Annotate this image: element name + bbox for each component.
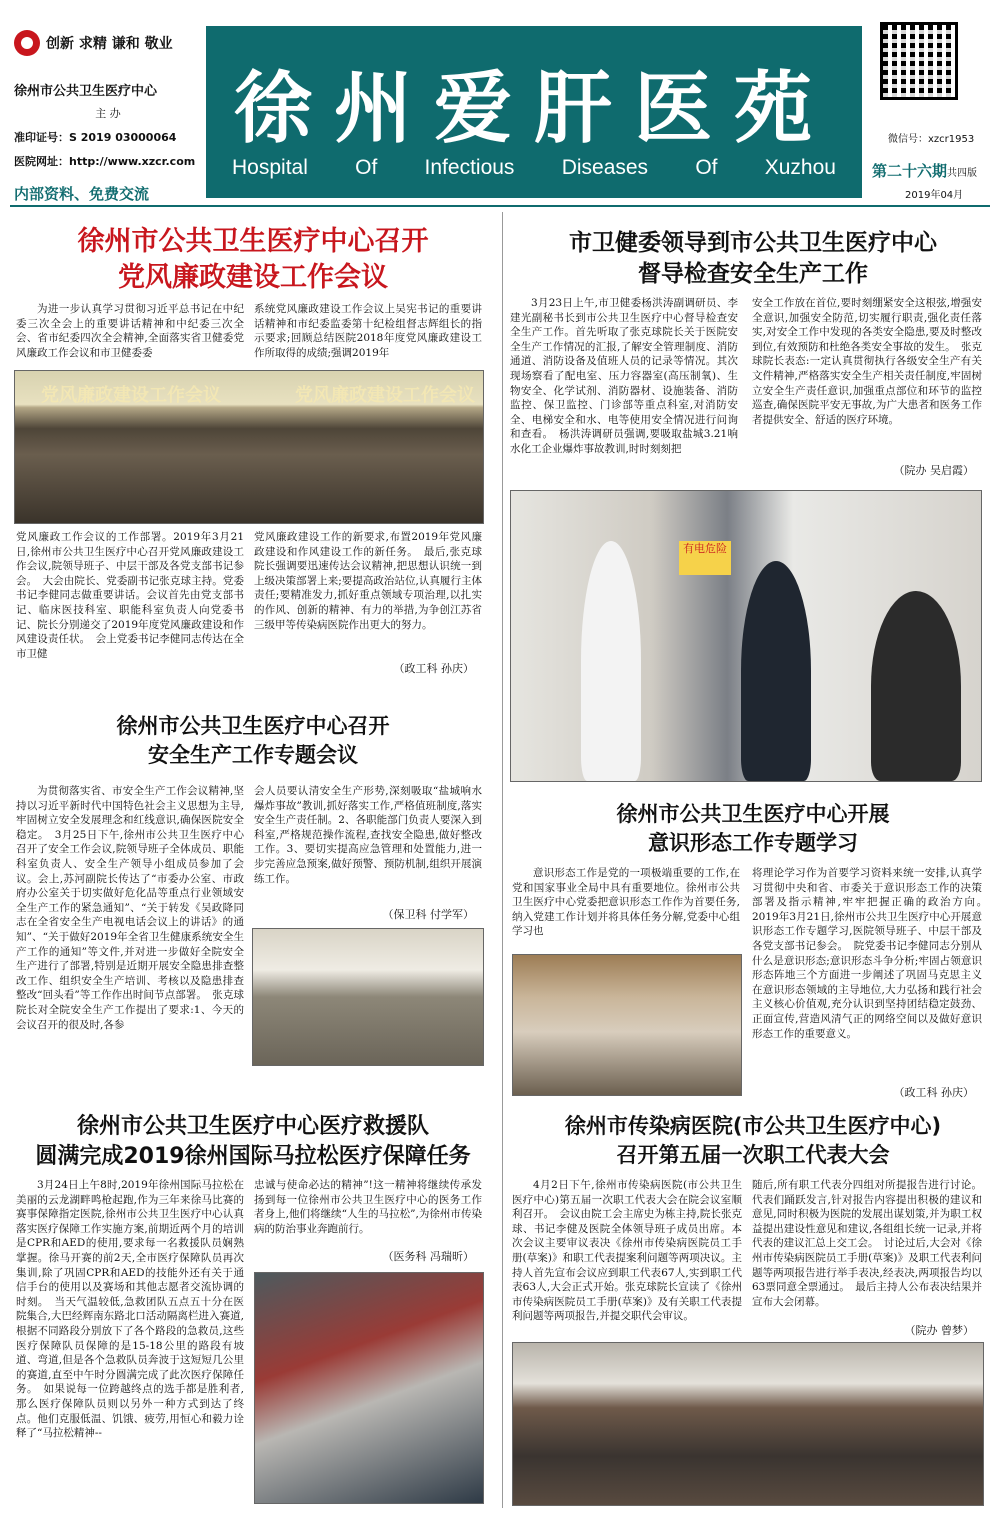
- article-4-text: 将理论学习作为首要学习资料来统一安排,认真学习贯彻中央和省、市委关于意识形态工作的决策部署及指示精神,牢牢把握正确的政治方向。 2019年3月21日,徐州市公共卫生医疗中心开展意识形态工作专题学习,医院领导班子、中层干部及各党支部书记参会。 院党委书记李健同志分别从什么是意识形态;意识形态斗争分析;牢固占领意识形态阵地三个方面进一步阐述了巩固马克思主义在意识形态领域的主导地位,大力弘扬和践行社会主义核心价值观,充分认识到坚持团结稳定鼓劲、正面宣传,营造风清气正的网络空间以及做好意识形态工作的重要意义。: [752, 867, 993, 1040]
- title-en-word: Xuzhou: [764, 156, 836, 179]
- marathon-aid-photo: [254, 1272, 484, 1504]
- photo-banner-text: 党风廉政建设工作会议: [295, 385, 475, 406]
- wechat-id: 微信号：xzcr1953: [888, 134, 975, 145]
- article-5-headline: [14, 1112, 492, 1172]
- hospital-logo-icon: [14, 30, 40, 56]
- publisher-org: 徐州市公共卫生医疗中心: [14, 84, 158, 99]
- issue-label: 第二十六期: [872, 162, 948, 180]
- inspection-photo: [510, 490, 982, 782]
- article-5-text: 忠诚与使命必达的精神”!这一精神将继续传承发扬到每一位徐州市公共卫生医疗中心的医务工作者身上,他们将继续“人生的马拉松”,为徐州市传染病的防治事业奔跑前行。: [254, 1179, 482, 1235]
- article-5-text: 3月24日上午8时,2019年徐州国际马拉松在美丽的云龙湖畔鸣枪起跑,作为三年来徐马比赛的赛事保障指定医院,徐州市公共卫生医疗中心认真落实医疗保障工作实施方案,前期近两个月的培训是CPR和AED的使用,要求每一名救援队员娴熟掌握。徐马开赛的前2天,全市医疗保障队员再次集训,除了巩固CPR和AED的技能外还有关于通信手台的使用以及赛场和其他志愿者交流协调的时刻。 当天气温较低,急救团队五点五十分在医院集合,大巴经辉南东路北口活动隔离栏进入赛道,根据不同路段分别放下了各个路段的急救员,这些医疗保障队员保障的是15-18公里的路段有坡道、弯道,但是各个急救队员奔波于这短短几公里的赛道,直至中午时分圆满完成了此次医疗保障任务。 如果说每一位跨越终点的选手都是胜利者,那么医疗保障队员则以另外一种方式到达了终点。他们克服低温、饥饿、疲劳,用恒心和毅力诠释了“马拉松精神--: [16, 1179, 244, 1440]
- study-session-photo: [512, 954, 742, 1096]
- masthead-banner: [206, 26, 862, 198]
- title-en-word: Diseases: [561, 156, 649, 179]
- safety-meeting-photo: [252, 928, 484, 1066]
- article-1-text: 党风廉政建设工作的新要求,布置2019年党风廉政建设和作风建设工作的新任务。 最后,张克球院长强调要迅速传达会议精神,把思想认识统一到上级决策部署上来;要提高政治站位,认真履行主体责任;要精准发力,抓好重点领域专项治理,以扎实的作风、创新的精神、有力的举措,为争创江苏省三级甲等传染病医院作出更大的努力。: [254, 531, 482, 631]
- article-6-text: 随后,所有职工代表分四组对所提报告进行讨论。代表们踊跃发言,针对报告内容提出积极的建议和意见,同时积极为医院的发展出谋划策,并为职工权益提出建设性意见和建议,各组组长统一记录,并将代表的建议汇总上交工会。 讨论过后,大会对《徐州市传染病医院员工手册(草案)》及职工代表利问题等两项报告进行举手表决,经表决,两项报告均以63票同意全票通过。 最后主持人公布表决结果并宣布大会闭幕。: [752, 1179, 982, 1308]
- headline-line: 召开第五届一次职工代表大会: [616, 1143, 890, 1167]
- article-6-byline: （院办 曾梦）: [904, 1324, 974, 1337]
- publisher-role: 主 办: [95, 107, 121, 120]
- article-1-headline: [14, 224, 492, 296]
- article-3-text: 会人员要认清安全生产形势,深刻吸取“盐城响水爆炸事故”教训,抓好落实工作,严格值班制度,落实安全生产责任制。2、各职能部门负责人要深入到科室,严格规范操作流程,查找安全隐患,做好整改工作。3、要切实提高应急管理和处置能力,进一步完善应急预案,做好预警、预防机制,组织开展演练工作。: [254, 785, 482, 885]
- issue-number: [872, 160, 977, 181]
- person-figure: [871, 591, 961, 781]
- title-en-word: Hospital: [232, 156, 308, 179]
- title-en-word: Infectious: [424, 156, 515, 179]
- article-3-headline: [14, 712, 492, 770]
- article-4-headline: [510, 800, 996, 858]
- title-en-word: Of: [695, 156, 718, 179]
- newspaper-title-en: [232, 156, 836, 180]
- headline-line: 徐州市公共卫生医疗中心开展: [616, 802, 890, 826]
- headline-line: 市卫健委领导到市公共卫生医疗中心: [569, 230, 937, 256]
- title-en-word: Of: [355, 156, 378, 179]
- article-4-byline: （政工科 孙庆）: [893, 1086, 974, 1099]
- article-5-byline: （医务科 冯瑞昕）: [382, 1250, 474, 1263]
- headline-line: 圆满完成2019徐州国际马拉松医疗保障任务: [35, 1144, 471, 1169]
- article-1-byline: （政工科 孙庆）: [393, 662, 474, 675]
- permit-number: 准印证号：S 2019 03000064: [14, 131, 177, 144]
- meeting-photo: [14, 370, 484, 524]
- headline-line: 党风廉政建设工作会议: [118, 262, 388, 293]
- article-2-byline: （院办 吴启霞）: [893, 464, 974, 477]
- article-2-headline: [510, 228, 996, 290]
- article-3-byline: （保卫科 付学军）: [382, 908, 474, 921]
- headline-line: 意识形态工作专题学习: [648, 831, 858, 855]
- headline-line: 徐州市公共卫生医疗中心召开: [77, 226, 429, 257]
- headline-line: 督导检查安全生产工作: [638, 261, 868, 287]
- article-4-text: 意识形态工作是党的一项极端重要的工作,在党和国家事业全局中具有重要地位。徐州市公共卫生医疗中心党委把意识形态工作作为首要任务,纳入党建工作计划并将具体任务分解,党委中心组学习也: [512, 867, 740, 938]
- newspaper-title: 徐州爱肝医苑: [233, 63, 834, 154]
- headline-line: 徐州市公共卫生医疗中心医疗救援队: [76, 1114, 429, 1139]
- article-1-text: 为进一步认真学习贯彻习近平总书记在中纪委三次全会上的重要讲话精神和中纪委三次全会、省市纪委四次全会精神,全面落实省卫健委党风廉政工作会议和市卫健委委: [16, 303, 244, 359]
- motto-text: 创新 求精 谦和 敬业: [46, 36, 173, 52]
- header-divider: [10, 205, 990, 207]
- internal-note: 内部资料、免费交流: [14, 185, 150, 203]
- column-divider: [502, 212, 503, 1508]
- congress-photo: [512, 1342, 984, 1506]
- motto: [14, 30, 202, 56]
- article-3-text: 为贯彻落实省、市安全生产工作会议精神,坚持以习近平新时代中国特色社会主义思想为主导,牢固树立安全发展理念和红线意识,确保医院安全稳定。 3月25日下午,徐州市公共卫生医疗中心召开了安全工作会议,院领导班子全体成员、职能科室负责人、安全生产领导小组成员参加了会议。会上,苏河副院长传达了“市委办公室、市政府办公室关于切实做好危化品等重点行业领域安全生产工作的紧急通知”、“关于转发《吴政降同志在全省安全生产电视电话会议上的讲话》的通知”、“关于做好2019年全省卫生健康系统安全生产工作的通知”等文件,并对进一步做好全院安全生产进行了部署,特别是近期开展安全隐患排查整改工作、组织安全生产培训、考核以及隐患排查整改“回头看”等工作作出时间节点部署。 张克球院长对全院安全生产工作提出了要求:1、今天的会议召开的很及时,各参: [16, 785, 244, 1031]
- article-1-text: 党风廉政工作会议的工作部署。2019年3月21日,徐州市公共卫生医疗中心召开党风廉政建设工作会议,院领导班子、中层干部及各党支部书记参会。 大会由院长、党委副书记张克球主持。党委书记李健同志做重要讲话。会议首先由党支部书记、临床医技科室、职能科室负责人向党委书记、院长分别递交了2019年度党风廉政建设和作风建设责任状。 会上党委书记李健同志传达在全市卫健: [16, 531, 244, 660]
- website: 医院网址：http://www.xzcr.com: [14, 155, 196, 168]
- article-1-text: 系统党风廉政建设工作会议上吴宪书记的重要讲话精神和市纪委监委第十纪检组督志辉组长的指示要求;回顾总结医院2018年度党风廉政建设工作所取得的成绩;强调2019年: [254, 303, 482, 359]
- article-6-headline: [510, 1112, 996, 1170]
- headline-line: 徐州市传染病医院(市公共卫生医疗中心): [564, 1114, 942, 1138]
- headline-line: 徐州市公共卫生医疗中心召开: [116, 714, 390, 738]
- danger-sign: 有电危险: [679, 541, 731, 575]
- issue-date: 2019年04月: [905, 190, 964, 201]
- headline-line: 安全生产工作专题会议: [148, 743, 358, 767]
- qr-code-icon: [880, 22, 958, 100]
- page-count: 共四版: [947, 168, 978, 179]
- person-figure: [581, 541, 641, 781]
- article-6-text: 4月2日下午,徐州市传染病医院(市公共卫生医疗中心)第五届一次职工代表大会在院会议室顺利召开。 会议由院工会主席史为栋主持,院长张克球、书记李健及医院全体领导班子成员出席。本次会议主要审议表决《徐州市传染病医院员工手册(草案)》和职工代表提案利问题等两项决议。主持人首先宣布会议应到职工代表67人,实到职工代表63人,大会正式开始。张克球院长宣读了《徐州市传染病医院员工手册(草案)》及有关职工代表提利问题等两项报告,并提交职代会审议。: [512, 1179, 742, 1323]
- article-2-text: 3月23日上午,市卫健委杨洪涛副调研员、李建光副秘书长到市公共卫生医疗中心督导检查安全生产工作。首先听取了张克球院长关于医院安全生产工作情况的汇报,了解安全管理制度、消防通道、消防设备及值班人员的记录等情况。其次现场察看了配电室、压力容器室(高压制氧)、生物安全、化学试剂、消防器材、设施装备、消防监控、保卫监控、门诊部等重点科室,对消防安全、电梯安全和水、电等使用安全情况进行问询和查看。 杨洪涛调研员强调,要吸取盐城3.21响水化工企业爆炸事故教训,时时刻刻把: [510, 297, 738, 455]
- photo-banner-text: 党风廉政建设工作会议: [41, 385, 221, 406]
- masthead-left: [14, 30, 202, 204]
- person-figure: [741, 561, 811, 781]
- article-2-text: 安全工作放在首位,要时刻绷紧安全这根弦,增强安全意识,加强安全防范,切实履行职责,强化责任落实,对安全工作中发现的各类安全隐患,要及时整改到位,有效预防和杜绝各类安全事故的发生。 张克球院长表态:一定认真贯彻执行各级安全生产有关文件精神,严格落实安全生产相关责任制度,牢固树立安全生产责任意识,加强重点部位和环节的监控巡查,确保医院平安无事故,为广大患者和医务工作者提供安全、舒适的医疗环境。: [752, 297, 982, 426]
